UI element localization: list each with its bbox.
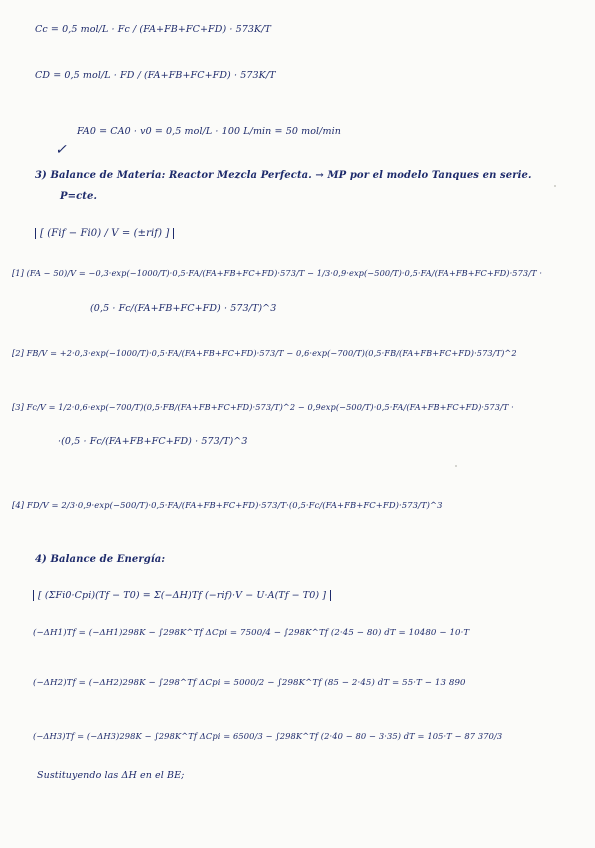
enthalpy-reaction-1: (−ΔH1)Tf = (−ΔH1)298K − ∫298K^Tf ΔCpi = 7500/4 − ∫298K^Tf (2·45 − 80) dT = 10480 − 10·T [33,628,470,638]
equation-3-line-b: ·(0,5 · Fc/(FA+FB+FC+FD) · 573/T)^3 [58,436,248,447]
enthalpy-reaction-3: (−ΔH3)Tf = (−ΔH3)298K − ∫298K^Tf ΔCpi = 6500/3 − ∫298K^Tf (2·40 − 80 − 3·35) dT = 105·T − 87 370/3 [33,731,503,741]
feed-flow-equation: FA0 = CA0 · v0 = 0,5 mol/L · 100 L/min = 50 mol/min [77,126,341,137]
substitution-note: Sustituyendo las ΔH en el BE; [37,770,185,781]
equation-3-line-a: [3] Fc/V = 1/2·0,6·exp(−700/T)(0,5·FB/(FA+FB+FC+FD)·573/T)^2 − 0,9exp(−500/T)·0,5·FA/(FA+FB+FC+FD)·573/T · [12,402,514,412]
concentration-d-equation: CD = 0,5 mol/L · FD / (FA+FB+FC+FD) · 573K/T [35,70,276,81]
section-3-constant-pressure: P=cte. [60,191,98,202]
equation-1-line-b: (0,5 · Fc/(FA+FB+FC+FD) · 573/T)^3 [90,303,277,314]
equation-1-line-a: [1] (FA − 50)/V = −0,3·exp(−1000/T)·0,5·FA/(FA+FB+FC+FD)·573/T − 1/3·0,9·exp(−500/T)·0,5·FA/(FA+FB+FC+FD)·573/T · [12,268,543,278]
section-3-heading: 3) Balance de Materia: Reactor Mezcla Perfecta. → MP por el modelo Tanques en serie. [35,170,532,181]
concentration-c-equation: Cc = 0,5 mol/L · Fc / (FA+FB+FC+FD) · 573K/T [35,24,271,35]
paper-speck [554,185,556,187]
paper-speck [455,465,457,467]
general-mass-balance: [ (Fif − Fi0) / V = (±rif) ] [35,228,174,239]
section-4-heading: 4) Balance de Energía: [35,554,166,565]
energy-balance-equation: [ (ΣFi0·Cpi)(Tf − T0) = Σ(−ΔH)Tf (−rif)·V − U·A(Tf − T0) ] [33,590,331,601]
check-mark-icon: ✓ [55,142,67,158]
equation-2: [2] FB/V = +2·0,3·exp(−1000/T)·0,5·FA/(FA+FB+FC+FD)·573/T − 0,6·exp(−700/T)(0,5·FB/(FA+FB+FC+FD)·573/T)^2 [12,348,517,358]
enthalpy-reaction-2: (−ΔH2)Tf = (−ΔH2)298K − ∫298^Tf ΔCpi = 5000/2 − ∫298K^Tf (85 − 2·45) dT = 55·T − 13 890 [33,678,466,688]
equation-4: [4] FD/V = 2/3·0,9·exp(−500/T)·0,5·FA/(FA+FB+FC+FD)·573/T·(0,5·Fc/(FA+FB+FC+FD)·573/T)^3 [12,500,443,510]
